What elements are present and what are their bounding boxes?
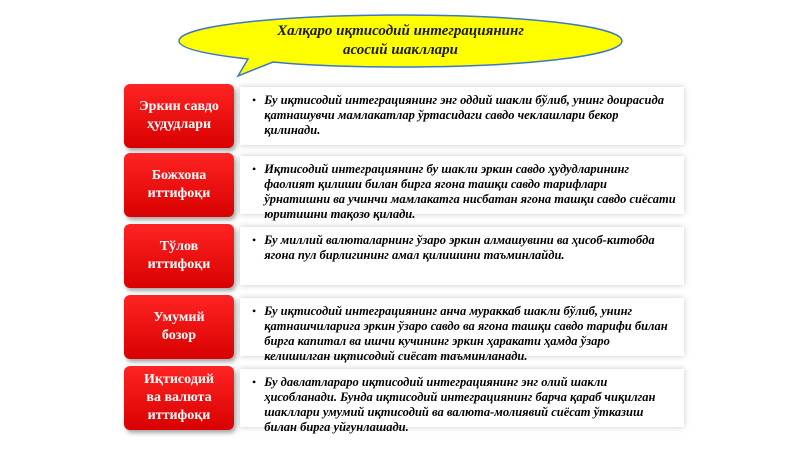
bullet-icon: •	[252, 162, 257, 176]
desc-common-market	[240, 298, 684, 363]
bullet-icon: •	[252, 233, 257, 247]
desc-text: Иқтисодий интеграциянинг бу шакли эркин савдо ҳудудларининг фаолият қилиши билан бирга ягона ташқи савдо тарифлари ўрнатишни ва учинчи мамлакатга нисбатан ягона ташқи савдо сиёсати юритишни тақозо қилади.	[264, 162, 676, 221]
desc-customs-union	[240, 156, 684, 221]
desc-text: Бу иқтисодий интеграциянинг энг оддий шакли бўлиб, унинг доирасида қатнашувчи мамлакатлар ўртасидаги савдо чеклашлари бекор қилинади.	[264, 93, 664, 137]
label-free-trade-zones: Эркин савдо ҳудудлари	[124, 84, 234, 148]
desc-free-trade-zones	[240, 87, 684, 145]
bullet-icon: •	[252, 304, 257, 318]
bullet-icon: •	[252, 93, 257, 107]
label-payment-union: Тўлов иттифоқи	[124, 224, 234, 288]
title-callout	[178, 14, 623, 70]
desc-text: Бу давлатлараро иқтисодий интеграциянинг энг олий шакли ҳисобланади. Бунда иқтисодий интеграциянинг барча қараб чиқилган шакллари умумий иқтисодий ва валюта-молиявий сиёсат ўтказиш билан бирга уйғунлашади.	[264, 375, 656, 434]
label-common-market: Умумий бозор	[124, 295, 234, 359]
diagram-title	[178, 22, 623, 60]
form-row-free-trade	[124, 84, 684, 148]
form-row-economic-monetary-union	[124, 366, 684, 434]
bullet-icon: •	[252, 375, 257, 389]
desc-economic-monetary-union	[240, 369, 684, 434]
form-row-common-market	[124, 295, 684, 363]
desc-payment-union	[240, 227, 684, 285]
title-line-1: Халқаро иқтисодий интеграциянинг	[277, 23, 524, 39]
label-economic-monetary-union: Иқтисодий ва валюта иттифоқи	[124, 366, 234, 430]
form-row-customs-union	[124, 153, 684, 221]
label-customs-union: Божхона иттифоқи	[124, 153, 234, 217]
title-line-2: асосий шакллари	[342, 42, 458, 58]
desc-text: Бу миллий валюталарнинг ўзаро эркин алмашувини ва ҳисоб-китобда ягона пул бирлигининг амал қилишини таъминлайди.	[264, 233, 655, 262]
desc-text: Бу иқтисодий интеграциянинг анча мураккаб шакли бўлиб, унинг қатнашчиларига эркин ўзаро савдо ва ягона ташқи савдо тарифи билан бирга капитал ва ишчи кучининг эркин ҳаракати ҳамда ўзаро келишилган иқтисодий сиёсат таъминланади.	[264, 304, 668, 363]
form-row-payment-union	[124, 224, 684, 288]
